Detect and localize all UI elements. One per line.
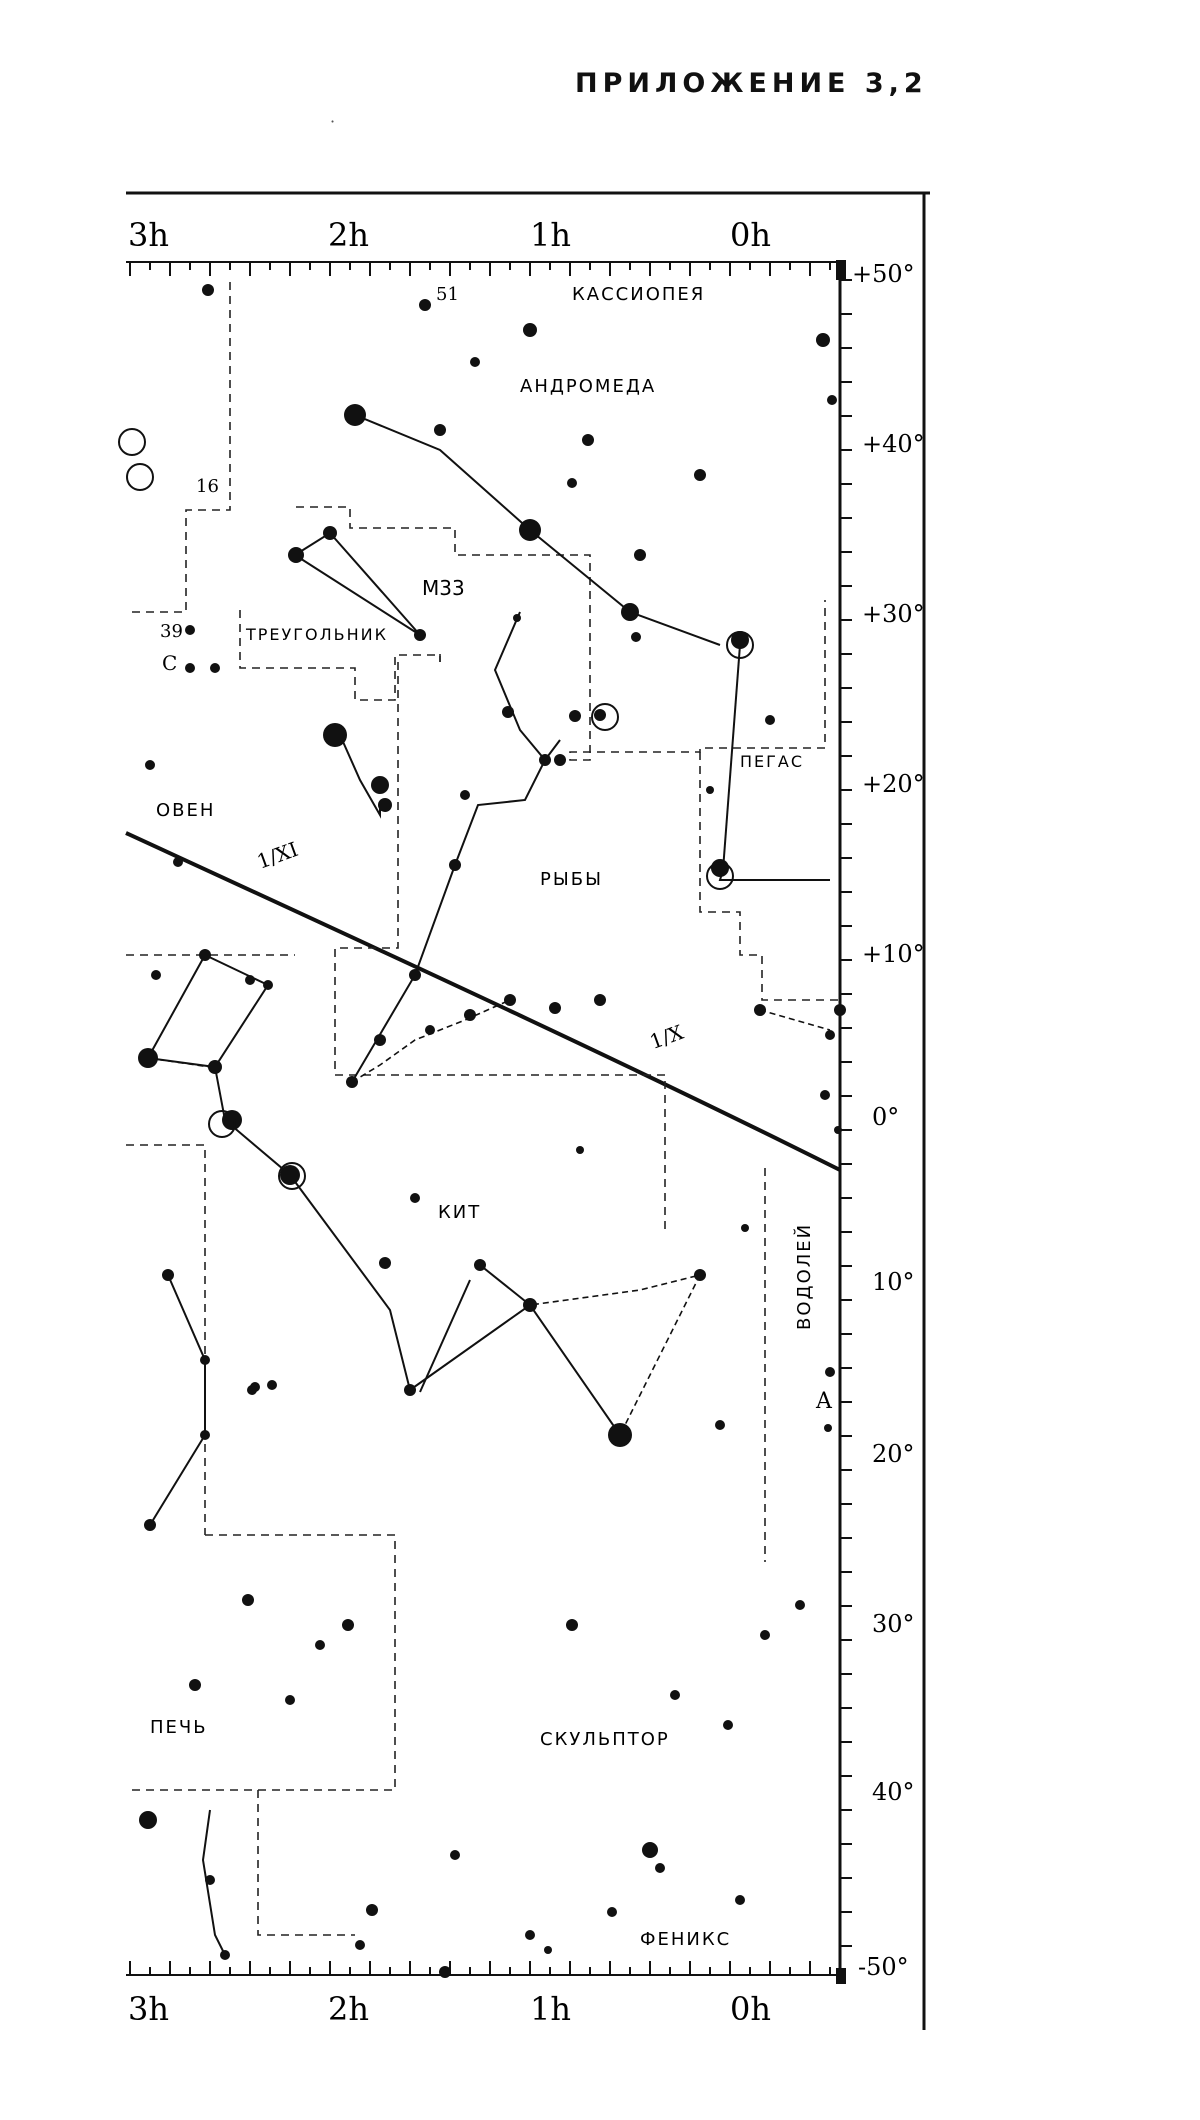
star <box>404 1384 416 1396</box>
star <box>754 1004 766 1016</box>
star <box>409 969 421 981</box>
star <box>464 1009 476 1021</box>
dec-label-20: 20° <box>872 1440 915 1468</box>
constellation-boundaries <box>126 282 842 1935</box>
ra-label-3h-bottom: 3h <box>128 1990 169 2028</box>
star <box>523 1298 537 1312</box>
star <box>513 614 521 622</box>
dec-label-10: 10° <box>872 1268 915 1296</box>
dec-label-p10: +10° <box>862 940 925 968</box>
label-m33: M33 <box>422 576 465 600</box>
star <box>285 1695 295 1705</box>
star <box>470 357 480 367</box>
star <box>267 1380 277 1390</box>
star <box>607 1907 617 1917</box>
star <box>795 1600 805 1610</box>
star <box>474 1259 486 1271</box>
label-16: 16 <box>196 476 219 497</box>
label-cassiopeia: КАССИОПЕЯ <box>572 284 706 305</box>
star <box>200 1430 210 1440</box>
star <box>670 1690 680 1700</box>
star <box>582 434 594 446</box>
star <box>711 859 729 877</box>
star <box>151 970 161 980</box>
star <box>450 1850 460 1860</box>
label-date-1-xi: 1/XI <box>253 836 302 874</box>
star <box>220 1950 230 1960</box>
star <box>250 1382 260 1392</box>
ra-label-0h-top: 0h <box>730 216 771 254</box>
star <box>414 629 426 641</box>
star <box>735 1895 745 1905</box>
label-51: 51 <box>436 284 459 305</box>
label-c: C <box>162 651 178 675</box>
label-aries: ОВЕН <box>156 800 216 821</box>
star <box>199 949 211 961</box>
page-title: ПРИЛОЖЕНИЕ 3,2 <box>575 68 928 99</box>
star <box>162 1269 174 1281</box>
dec-label-p20: +20° <box>862 770 925 798</box>
star <box>549 1002 561 1014</box>
star <box>694 469 706 481</box>
ra-label-3h-top: 3h <box>128 216 169 254</box>
label-andromeda: АНДРОМЕДА <box>520 376 657 397</box>
star <box>594 709 606 721</box>
label-pisces: РЫБЫ <box>540 869 603 890</box>
label-fornax: ПЕЧЬ <box>150 1717 208 1738</box>
dotted-connections <box>148 880 830 1435</box>
star <box>554 754 566 766</box>
dec-label-40: 40° <box>872 1778 915 1806</box>
variable-star-ring <box>119 429 145 455</box>
star <box>410 1193 420 1203</box>
star <box>694 1269 706 1281</box>
label-phoenix: ФЕНИКС <box>640 1929 732 1950</box>
dec-label-p50: +50° <box>852 260 915 288</box>
ra-label-0h-bottom: 0h <box>730 1990 771 2028</box>
star <box>834 1126 842 1134</box>
star <box>205 1875 215 1885</box>
label-date-1-x: 1/X <box>646 1019 687 1054</box>
label-cetus: КИТ <box>438 1202 482 1223</box>
star <box>539 754 551 766</box>
star <box>567 478 577 488</box>
star <box>502 706 514 718</box>
star <box>344 404 366 426</box>
star <box>594 994 606 1006</box>
label-pegasus: ПЕГАС <box>740 752 805 771</box>
star <box>139 1811 157 1829</box>
star <box>816 333 830 347</box>
ra-label-1h-bottom: 1h <box>530 1990 571 2028</box>
star <box>222 1110 242 1130</box>
star <box>827 395 837 405</box>
star <box>519 519 541 541</box>
label-a: A <box>816 1389 832 1414</box>
star <box>631 632 641 642</box>
label-sculptor: СКУЛЬПТОР <box>540 1729 670 1750</box>
star <box>200 1355 210 1365</box>
star <box>374 1034 386 1046</box>
dec-label-30: 30° <box>872 1610 915 1638</box>
star <box>185 625 195 635</box>
ra-label-2h-top: 2h <box>328 216 369 254</box>
star <box>723 1720 733 1730</box>
star <box>449 859 461 871</box>
star <box>765 715 775 725</box>
star <box>342 1619 354 1631</box>
star <box>715 1420 725 1430</box>
star <box>346 1076 358 1088</box>
star <box>173 857 183 867</box>
star <box>706 786 714 794</box>
print-dot: · <box>330 112 336 131</box>
star <box>544 1946 552 1954</box>
star <box>210 663 220 673</box>
ra-label-2h-bottom: 2h <box>328 1990 369 2028</box>
star <box>825 1367 835 1377</box>
star <box>355 1940 365 1950</box>
star <box>315 1640 325 1650</box>
star <box>741 1224 749 1232</box>
star <box>263 980 273 990</box>
star <box>523 323 537 337</box>
star <box>460 790 470 800</box>
dec-label-m50: -50° <box>858 1953 909 1981</box>
star <box>634 549 646 561</box>
star <box>834 1004 846 1016</box>
star <box>144 1519 156 1531</box>
star <box>145 760 155 770</box>
label-39: 39 <box>160 621 183 642</box>
dec-label-0: 0° <box>872 1103 900 1131</box>
star <box>189 1679 201 1691</box>
ra-label-1h-top: 1h <box>530 216 571 254</box>
star <box>608 1423 632 1447</box>
star <box>642 1842 658 1858</box>
star <box>566 1619 578 1631</box>
dec-label-p30: +30° <box>862 600 925 628</box>
star <box>820 1090 830 1100</box>
dec-label-p40: +40° <box>862 430 925 458</box>
star <box>655 1863 665 1873</box>
star <box>323 723 347 747</box>
star <box>378 798 392 812</box>
star <box>439 1966 451 1978</box>
star <box>576 1146 584 1154</box>
star <box>138 1048 158 1068</box>
star <box>208 1060 222 1074</box>
star <box>288 547 304 563</box>
star <box>434 424 446 436</box>
star <box>425 1025 435 1035</box>
star <box>419 299 431 311</box>
star <box>504 994 516 1006</box>
star <box>242 1594 254 1606</box>
star <box>569 710 581 722</box>
star <box>379 1257 391 1269</box>
star <box>621 603 639 621</box>
variable-star-ring <box>127 464 153 490</box>
star <box>371 776 389 794</box>
star <box>825 1030 835 1040</box>
star <box>202 284 214 296</box>
star <box>245 975 255 985</box>
star <box>824 1424 832 1432</box>
star <box>323 526 337 540</box>
star <box>760 1630 770 1640</box>
label-triangulum: ТРЕУГОЛЬНИК <box>246 625 388 644</box>
star <box>366 1904 378 1916</box>
star <box>185 663 195 673</box>
label-aquarius: ВОДОЛЕЙ <box>794 1222 815 1330</box>
star <box>525 1930 535 1940</box>
